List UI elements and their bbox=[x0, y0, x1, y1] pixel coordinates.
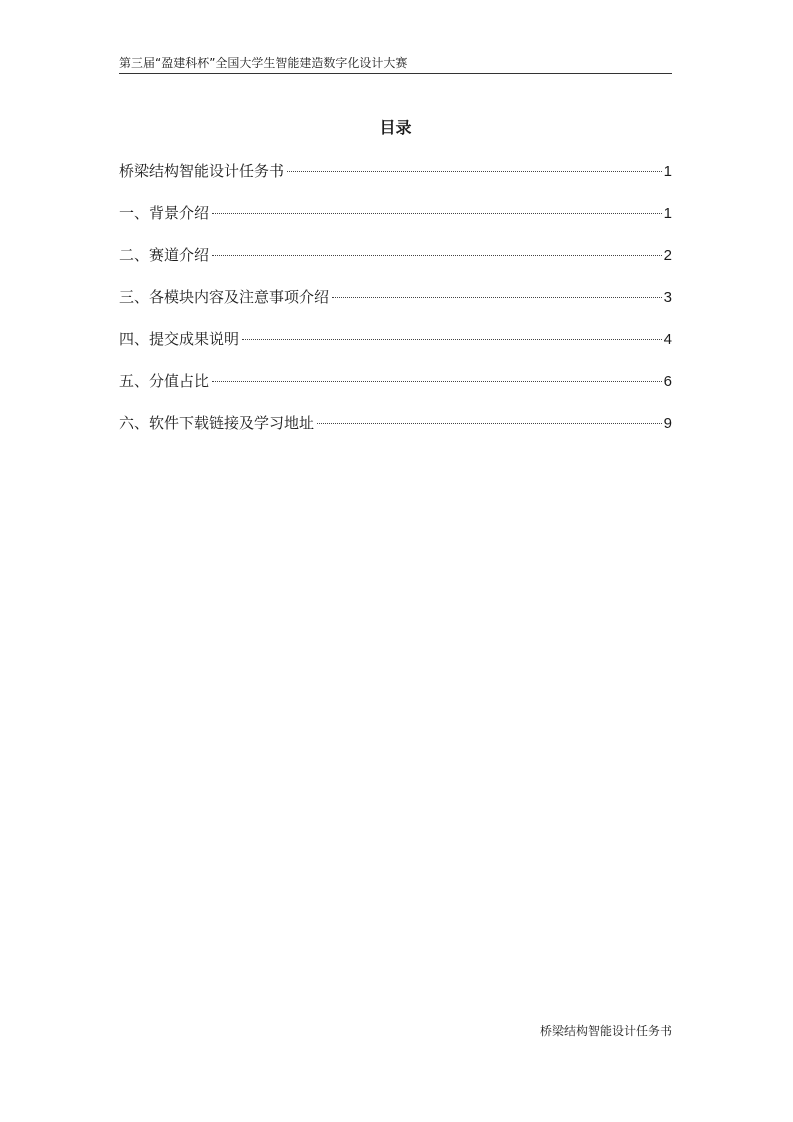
toc-entry-label: 五、分值占比 bbox=[119, 372, 210, 390]
dot-leader bbox=[332, 297, 662, 298]
toc-entry-software[interactable] bbox=[119, 411, 672, 453]
toc-entry-tracks[interactable] bbox=[119, 243, 672, 285]
page-footer bbox=[540, 1022, 672, 1040]
toc-entry-label: 一、背景介绍 bbox=[119, 204, 210, 222]
toc-entry-submission[interactable] bbox=[119, 327, 672, 369]
toc-entry-page: 4 bbox=[663, 331, 672, 348]
table-of-contents bbox=[119, 159, 672, 453]
toc-entry-label: 四、提交成果说明 bbox=[119, 330, 240, 348]
toc-entry-page: 9 bbox=[663, 415, 672, 432]
toc-entry-task-book[interactable] bbox=[119, 159, 672, 201]
dot-leader bbox=[212, 213, 662, 214]
toc-entry-label: 六、软件下载链接及学习地址 bbox=[119, 414, 315, 432]
header-text: 第三届“盈建科杯”全国大学生智能建造数字化设计大赛 bbox=[119, 56, 408, 70]
toc-entry-page: 2 bbox=[663, 247, 672, 264]
toc-entry-label: 桥梁结构智能设计任务书 bbox=[119, 162, 285, 180]
toc-entry-label: 三、各模块内容及注意事项介绍 bbox=[119, 288, 330, 306]
toc-entry-page: 1 bbox=[663, 163, 672, 180]
dot-leader bbox=[317, 423, 662, 424]
dot-leader bbox=[212, 255, 662, 256]
toc-entry-page: 1 bbox=[663, 205, 672, 222]
page-header bbox=[119, 54, 672, 74]
toc-entry-label: 二、赛道介绍 bbox=[119, 246, 210, 264]
toc-entry-scoring[interactable] bbox=[119, 369, 672, 411]
dot-leader bbox=[212, 381, 662, 382]
toc-entry-page: 3 bbox=[663, 289, 672, 306]
toc-entry-modules[interactable] bbox=[119, 285, 672, 327]
footer-text: 桥梁结构智能设计任务书 bbox=[539, 1024, 672, 1038]
toc-entry-background[interactable] bbox=[119, 201, 672, 243]
toc-entry-page: 6 bbox=[663, 373, 672, 390]
dot-leader bbox=[287, 171, 662, 172]
toc-title: 目录 bbox=[379, 118, 412, 137]
dot-leader bbox=[242, 339, 662, 340]
